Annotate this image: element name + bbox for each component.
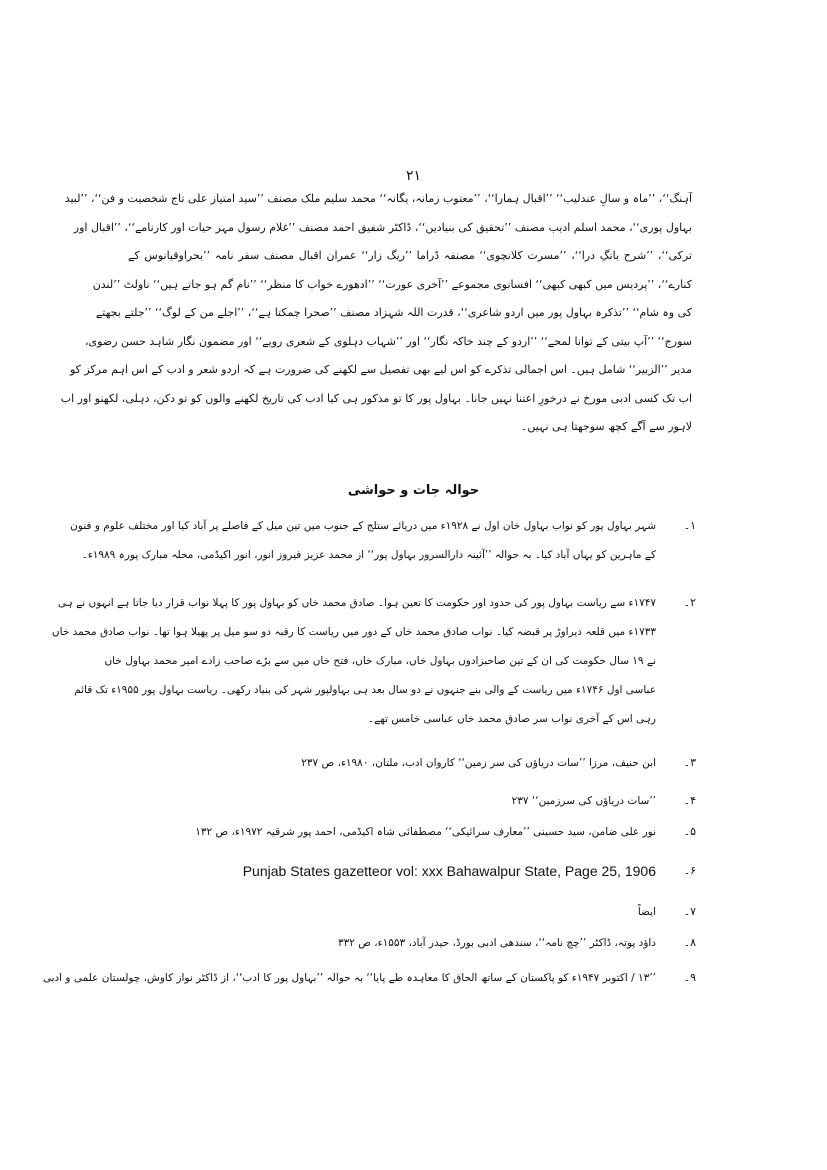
footnote-line: شہر بہاول پور کو نواب بہاول خان اول نے ۱۹۲۸ء میں دریائے ستلج کے جنوب میں تین میل کے فاصلے پر آباد کیا اور مختلف علوم و فنون: [70, 520, 656, 532]
footnote: [126, 749, 696, 779]
footnote-line: کے ماہرین کو یہاں آباد کیا۔ بہ حوالہ ’’آئینہ دارالسرور بہاول پور‘‘ از محمد عزیز فیروز انور، انور اکیڈمی، محلہ مبارک پورہ ۱۹۸۹ء۔: [81, 549, 656, 561]
body-line: مدیر ’’الزبیر‘‘ شامل ہیں۔ اس اجمالی تذکرے کو اس لیے بھی تفصیل سے لکھنے کی ضرورت ہے کہ اردو شعر و ادب کے اس اہم مرکز کو: [69, 363, 692, 376]
body-line: ترکی‘‘، ’’شرح بانگِ درا‘‘، ’’مسرت کلانچوی‘‘ مصنفہ ڈراما ’’ریگ زار‘‘ عمران اقبال مصنف سفر نامہ ’’بحراوقیانوس کے: [128, 249, 692, 262]
page-number: ۲۱: [405, 168, 422, 184]
footnote-line: ’’سات دریاؤں کی سرزمین‘‘ ۲۳۷: [511, 795, 656, 807]
footnote-number: ۱۔: [683, 519, 696, 532]
footnote: [51, 589, 696, 739]
footnote-line: Punjab States gazetteor vol: xxx Bahawalpur State, Page 25, 1906: [242, 863, 656, 879]
section-title: حوالہ جات و حواشی: [347, 483, 480, 498]
footnote: [126, 818, 696, 848]
footnote-line: داؤد پوتہ، ڈاکٹر ’’چچ نامہ‘‘، سندھی ادبی بورڈ، حیدر آباد، ۱۵۵۳ء، ص ۳۳۲: [337, 937, 656, 949]
footnote-number: ۹۔: [683, 971, 696, 984]
footnote: [126, 898, 696, 928]
body-paragraph: [60, 185, 692, 442]
body-line: اب تک کسی ادبی مورخ نے درخورِ اعتنا نہیں جانا۔ بہاول پور کا تو مذکور ہی کیا ادب کی تاریخ لکھنے والوں کو تو دکن، دہلی، لکھنو اور اب: [60, 391, 692, 405]
footnote: [126, 857, 696, 887]
footnote-line: نے ۱۹ سال حکومت کی ان کے تین صاحبزادوں بہاول خاں، مبارک خاں، فتح خاں میں سے بڑے صاحب زادے امیر محمد بہاول خاں: [104, 655, 656, 667]
footnote-number: ۸۔: [683, 936, 696, 949]
body-line: آہنگ‘‘، ’’ماہ و سالِ عندلیب‘‘ ’’اقبال ہمارا‘‘، ’’معتوب زمانہ، یگانہ‘‘ محمد سلیم ملک مصنف ’’سید امتیاز علی تاج شخصیت و فن‘‘، ’’لبید: [64, 192, 692, 205]
footnote-line: ’’۱۳ / اکتوبر ۱۹۴۷ء کو پاکستان کے ساتھ الحاق کا معاہدہ طے پایا‘‘ بہ حوالہ ’’بہاول پور کا ادب‘‘، از ڈاکٹر نواز کاوش، چولستان علمی و ادبی: [42, 972, 656, 984]
body-line: لاہور سے آگے کچھ سوجھتا ہی نہیں۔: [520, 420, 692, 433]
footnote-line: ۱۷۴۷ء سے ریاست بہاول پور کی حدود اور حکومت کا تعین ہوا۔ صادق محمد خاں کو بہاول پور کا پہلا نواب قرار دیا جاتا ہے انہوں نے ہی: [57, 597, 656, 609]
footnote-line: ابن حنیف، مرزا ’’سات دریاؤں کی سر زمین‘‘ کاروان ادب، ملتان، ۱۹۸۰ء، ص ۲۳۷: [301, 757, 656, 769]
footnote-line: عباسی اول ۱۷۴۶ء میں ریاست کے والی بنے جنہوں نے دو سال بعد ہی بہاولپور شہر کی بنیاد رکھی۔ ریاست بہاول پور ۱۹۵۵ء تک قائم: [74, 684, 656, 696]
footnote: [126, 929, 696, 959]
footnote: [42, 964, 696, 994]
footnote-number: ۳۔: [683, 756, 696, 769]
footnote: [70, 512, 696, 572]
footnote-number: ۷۔: [683, 905, 696, 918]
footnote-line: ایضاً: [637, 906, 656, 918]
body-line: سورج‘‘ ’’آپ بیتی کے توانا لمحے‘‘ ’’اردو کے چند خاکہ نگار‘‘ اور ’’شہاب دہلوی کے شعری رویے‘‘ اور مضمون نگار شاہد حسن رضوی،: [84, 334, 692, 348]
footnote-number: ۶۔: [683, 864, 696, 877]
body-line: کنارے‘‘، ’’پردیس میں کبھی کبھی‘‘ افسانوی مجموعے ’’آخری عورت‘‘ ’’ادھورے خواب کا منظر‘‘ ’’نام گم ہو جاتے ہیں‘‘ ناولٹ ’’لندن: [92, 277, 692, 291]
footnote: [126, 787, 696, 817]
body-line: کی وہ شام‘‘ ’’تذکرہ بہاول پور میں اردو شاعری‘‘، قدرت اللہ شہزاد مصنف ’’صحرا چمکتا ہے‘‘، ’’اجلے من کے لوگ‘‘ ’’جلتے بجھتے: [95, 306, 692, 319]
footnote-number: ۴۔: [683, 794, 696, 807]
footnote-line: ۱۷۳۳ء میں قلعہ دیراوڑ پر قبضہ کیا۔ نواب صادق محمد خاں کے دور میں ریاست کا رقبہ دو سو میل پر پھیلا ہوا تھا۔ نواب صادق محمد خاں: [51, 626, 656, 638]
footnote-number: ۵۔: [683, 825, 696, 838]
footnote-line: رہی اس کے آخری نواب سر صادق محمد خاں عباسی خامس تھے۔: [367, 713, 656, 725]
body-line: بہاول پوری‘‘، محمد اسلم ادیب مصنف ’’تحقیق کی بنیادیں‘‘، ڈاکٹر شفیق احمد مصنف ’’غلام رسول مہر حیات اور کارنامے‘‘، ’’اقبال اور: [73, 220, 692, 234]
footnote-number: ۲۔: [683, 596, 696, 609]
footnote-line: نور علی ضامن، سید حسینی ’’معارف سرائیکی‘‘ مصطفائی شاہ اکیڈمی، احمد پور شرقیہ ۱۹۷۲ء، ص ۱۳۲: [195, 826, 656, 838]
